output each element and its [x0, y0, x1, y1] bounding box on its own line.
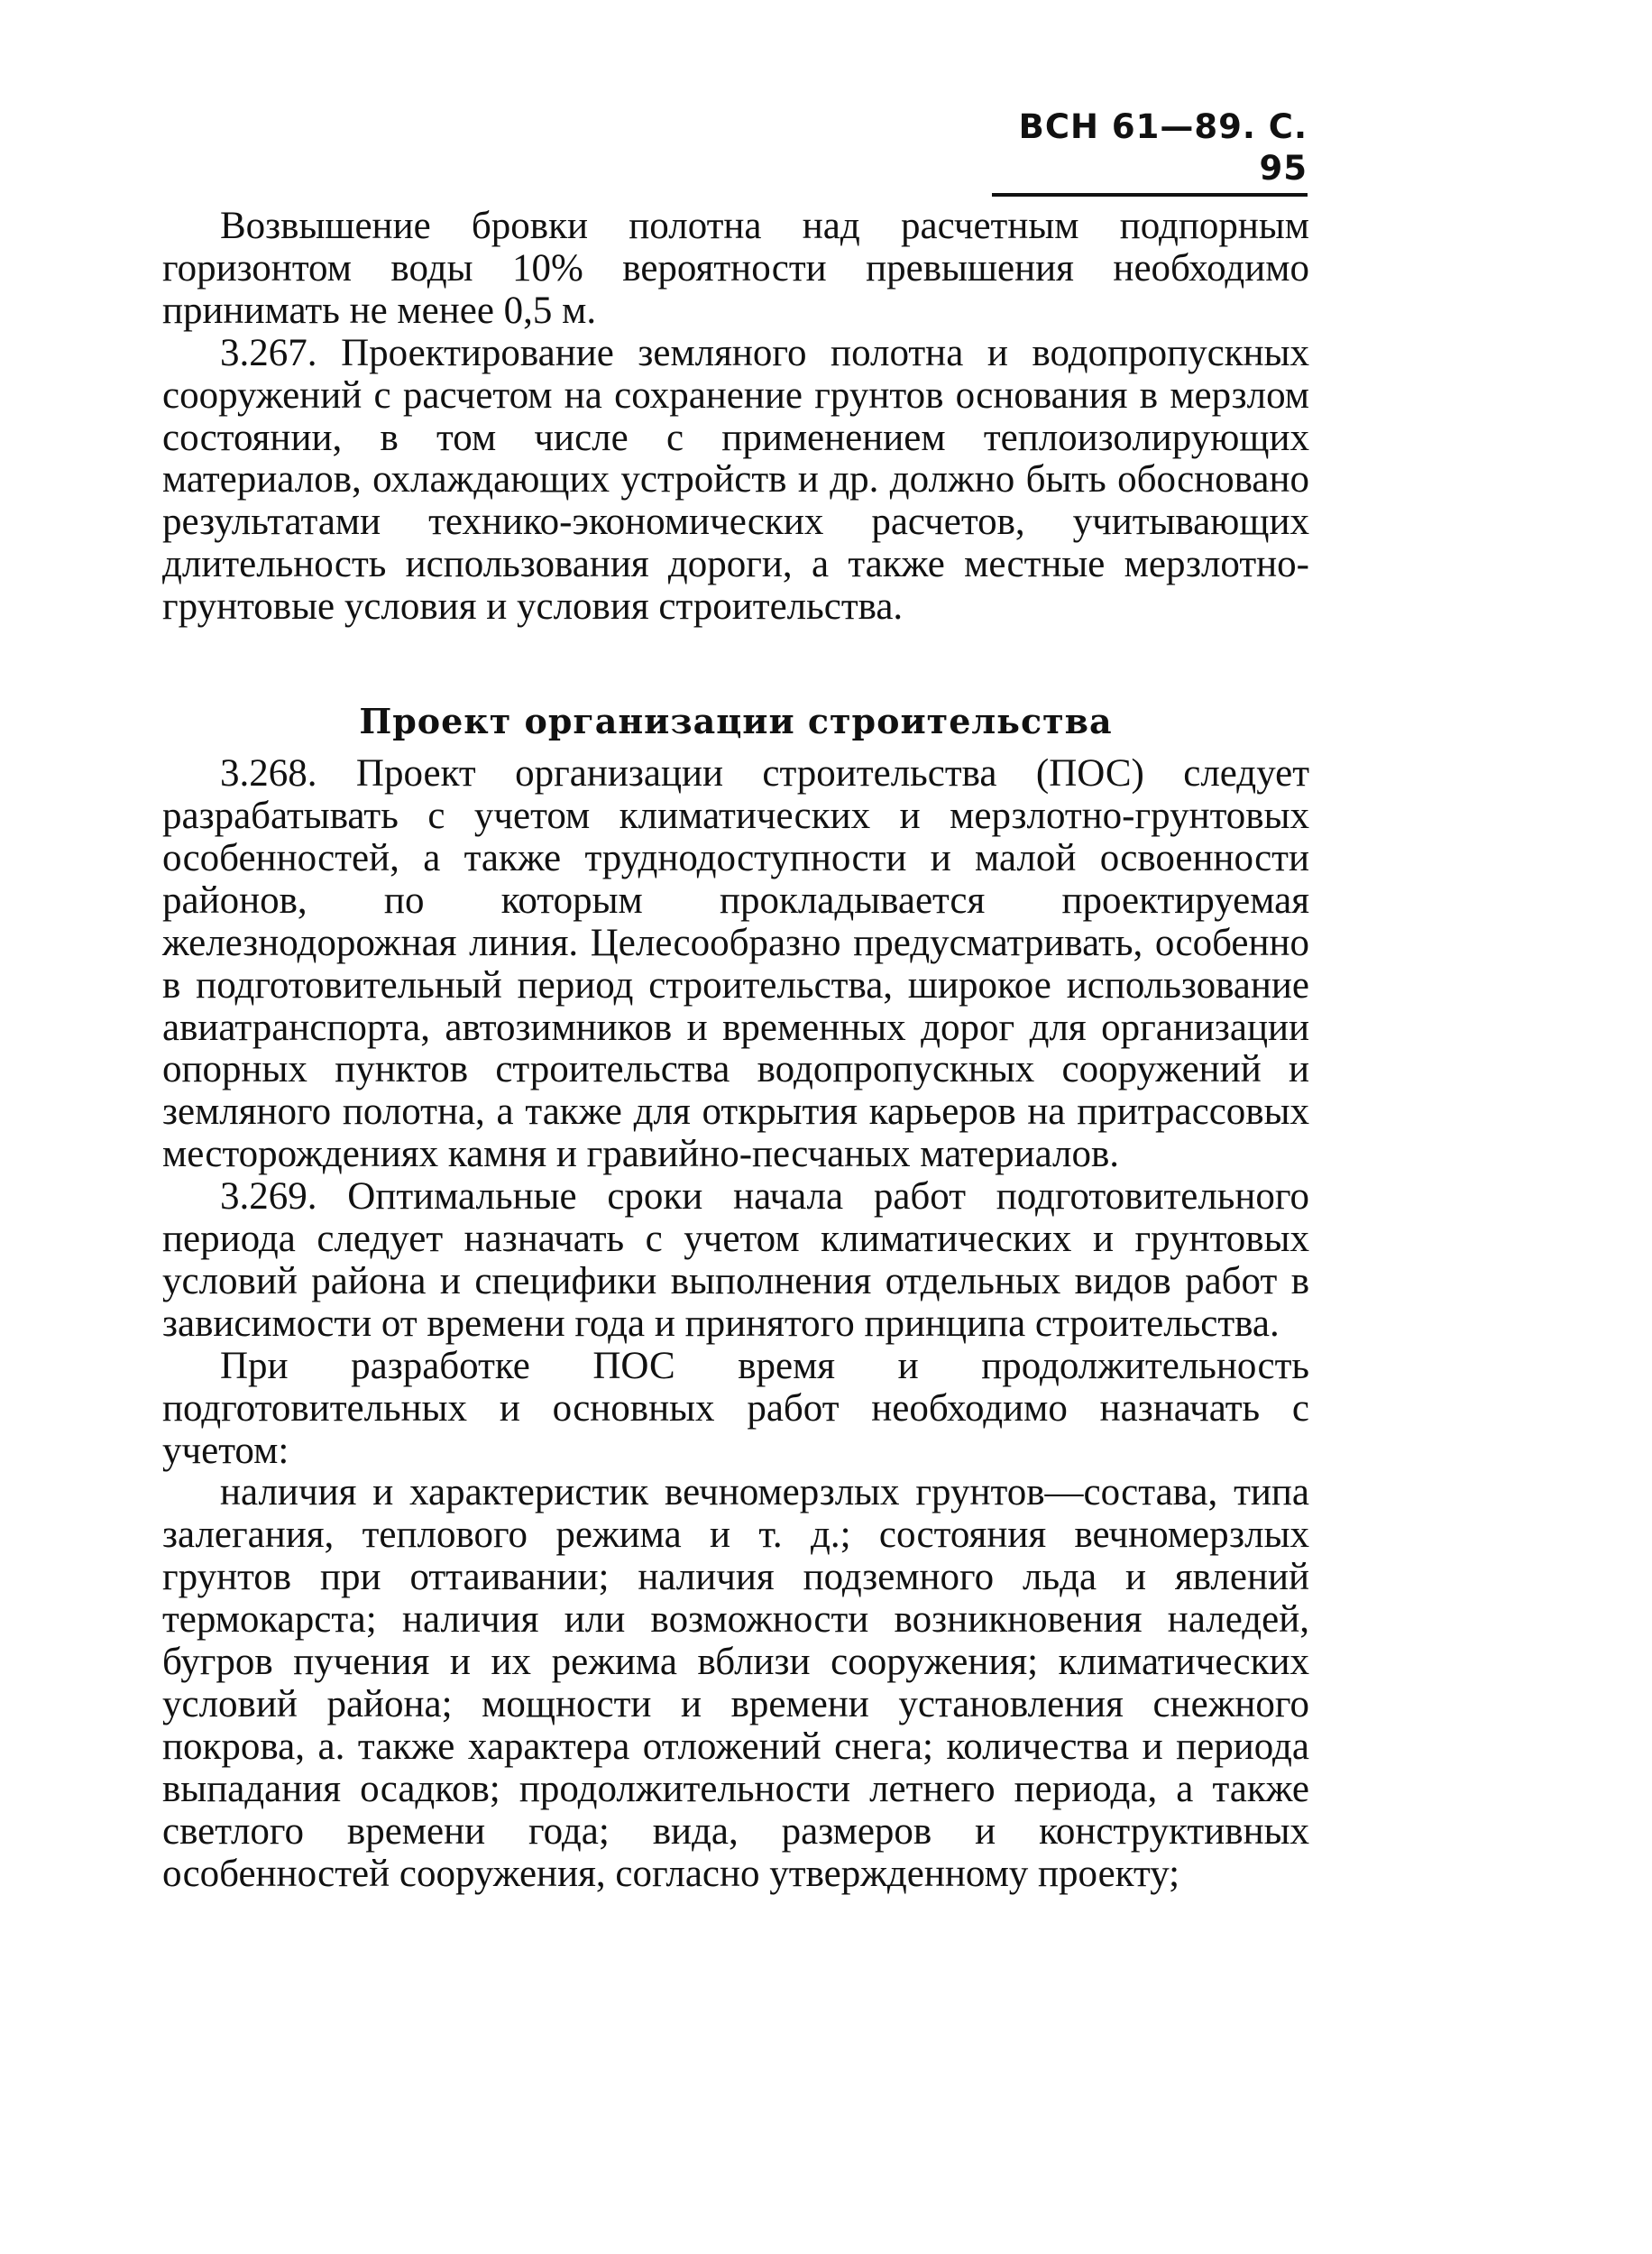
section-heading: Проект организации строительства [359, 701, 1113, 742]
paragraph-3-269: 3.269. Оптимальные сроки начала работ подготовительного периода следует назначать с учетом климатических и грунтовых условий района и специфики выполнения отдельных видов работ в зависимости от времени года и принятого принципа строительства. [162, 1175, 1309, 1345]
paragraph-conditions-list: наличия и характеристик вечномерзлых грунтов—состава, типа залегания, теплового режима и т. д.; состояния вечномерзлых грунтов при оттаивании; наличия подземного льда и явлений термокарста; наличия или возможности возникновения наледей, бугров пучения и их режима вблизи сооружения; климатических условий района; мощности и времени установления снежного покрова, а. также характера отложений снега; количества и периода выпадания осадков; продолжительности летнего периода, а также светлого времени года; вида, размеров и конструктивных особенностей сооружения, согласно утвержденному проекту; [162, 1471, 1309, 1895]
paragraph-pos-timing: При разработке ПОС время и продолжительность подготовительных и основных работ необходимо назначать с учетом: [162, 1344, 1309, 1472]
body-text [162, 206, 1309, 1896]
paragraph-3-267: 3.267. Проектирование земляного полотна и водопропускных сооружений с расчетом на сохранение грунтов основания в мерзлом состоянии, в том числе с применением теплоизолирующих материалов, охлаждающих устройств и др. должно быть обосновано результатами технико-экономических расчетов, учитывающих длительность использования дороги, а также местные мерзлотно-грунтовые условия и условия строительства. [162, 331, 1309, 629]
paragraph-3-268: 3.268. Проект организации строительства (ПОС) следует разрабатывать с учетом климатических и мерзлотно-грунтовых особенностей, а также труднодоступности и малой освоенности районов, по которым прокладывается проектируемая железнодорожная линия. Целесообразно предусматривать, особенно в подготовительный период строительства, широкое использование авиатранспорта, автозимников и временных дорог для организации опорных пунктов строительства водопропускных сооружений и земляного полотна, а также для открытия карьеров на притрассовых месторождениях камня и гравийно-песчаных материалов. [162, 752, 1309, 1176]
running-header: ВСН 61—89. С. 95 [992, 106, 1308, 197]
paragraph-embankment-elevation: Возвышение бровки полотна над расчетным подпорным горизонтом воды 10% вероятности превышения необходимо принимать не менее 0,5 м. [162, 205, 1309, 332]
